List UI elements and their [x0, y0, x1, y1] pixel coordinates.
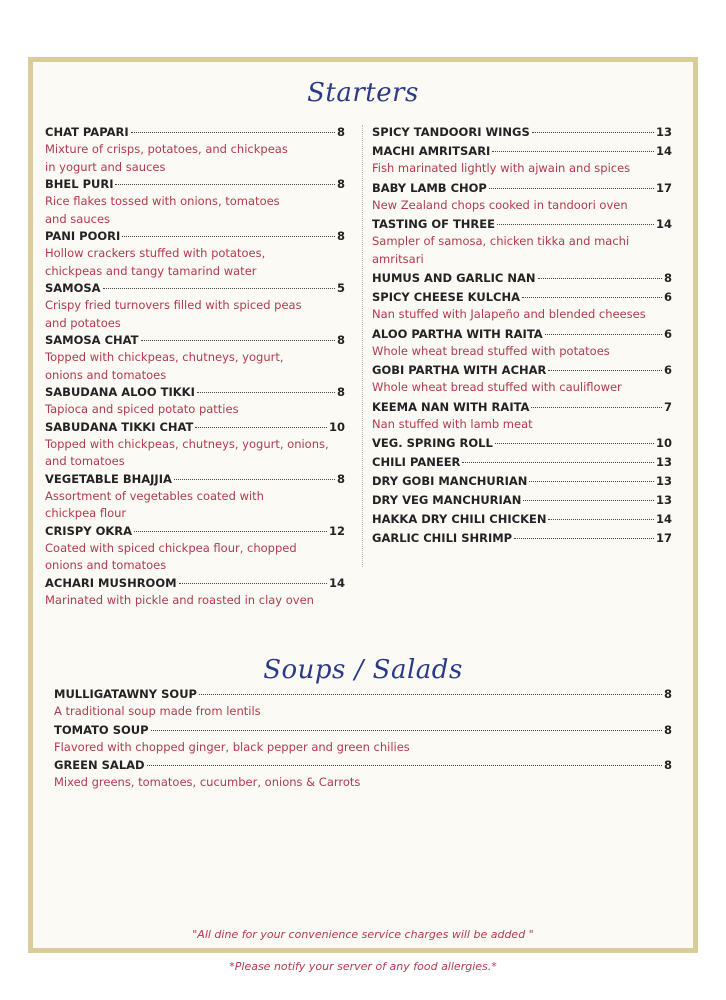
menu-item-name: BHEL PURI [45, 177, 114, 191]
menu-item-row [372, 454, 672, 471]
dot-leader [197, 392, 335, 393]
menu-item-description: Marinated with pickle and roasted in clay oven [45, 592, 314, 607]
menu-item-price: 8 [336, 333, 345, 347]
menu-item-price: 8 [663, 758, 672, 772]
menu-item-name: SABUDANA TIKKI CHAT [45, 419, 194, 434]
menu-item-row [372, 216, 672, 233]
menu-item-price: 10 [655, 436, 672, 450]
menu-item-price: 5 [336, 281, 345, 295]
dot-leader [147, 765, 662, 766]
menu-item-description: chickpeas and tangy tamarind water [45, 263, 257, 278]
menu-item-name: CHILI PANEER [372, 455, 461, 469]
menu-item [372, 143, 672, 178]
menu-item [372, 492, 672, 509]
menu-item-name: DRY VEG MANCHURIAN [372, 493, 522, 507]
menu-item-description: Crispy fried turnovers filled with spiced peas [45, 298, 302, 312]
starters-heading: Starters [307, 78, 419, 108]
menu-item-row [45, 332, 345, 349]
menu-item [372, 124, 672, 141]
menu-item-price: 17 [655, 531, 672, 545]
menu-item [45, 419, 345, 471]
menu-item-name: SPICY CHEESE KULCHA [372, 290, 521, 304]
menu-item-description: A traditional soup made from lentils [54, 704, 261, 718]
menu-item-name: SABUDANA ALOO TIKKI [45, 385, 195, 399]
menu-item [372, 473, 672, 490]
menu-item-name: SPICY TANDOORI WINGS [372, 125, 530, 139]
menu-item-description: Topped with chickpeas, chutneys, yogurt, [45, 350, 284, 364]
menu-item-name: GOBI PARTHA WITH ACHAR [372, 363, 547, 377]
menu-item-row [45, 471, 345, 488]
menu-item-description: Nan stuffed with Jalapeño and blended cheeses [372, 307, 646, 321]
dot-leader [489, 188, 654, 189]
dot-leader [492, 151, 654, 152]
menu-item-name: CRISPY OKRA [45, 523, 133, 538]
dot-leader [529, 481, 654, 482]
starters-right-column [372, 124, 672, 549]
menu-item-description: Topped with chickpeas, chutneys, yogurt, onions, [45, 436, 329, 451]
service-charge-note: "All dine for your convenience service charges will be added " [192, 928, 534, 941]
dot-leader [103, 288, 335, 289]
dot-leader [174, 479, 335, 480]
dot-leader [179, 583, 327, 584]
menu-item-price: 10 [328, 419, 345, 434]
menu-item-name: HUMUS AND GARLIC NAN [372, 271, 536, 285]
menu-item [372, 180, 672, 215]
menu-item-price: 13 [655, 474, 672, 488]
menu-item [372, 270, 672, 287]
menu-item [372, 326, 672, 361]
menu-item-name: VEG. SPRING ROLL [372, 436, 493, 450]
menu-item [372, 454, 672, 471]
menu-item-price: 13 [655, 455, 672, 469]
menu-item [45, 471, 345, 523]
menu-item-name: SAMOSA [45, 281, 101, 295]
starters-left-column [45, 124, 345, 609]
menu-item [372, 399, 672, 434]
menu-item-description: onions and tomatoes [45, 558, 167, 572]
menu-item-description: Rice flakes tossed with onions, tomatoes [45, 194, 280, 208]
menu-item [372, 530, 672, 547]
menu-item-description: New Zealand chops cooked in tandoori oven [372, 197, 628, 212]
menu-item [372, 289, 672, 324]
menu-item-name: VEGETABLE BHAJJIA [45, 471, 172, 486]
menu-item [372, 435, 672, 452]
dot-leader [495, 443, 654, 444]
menu-item-row [45, 280, 345, 297]
dot-leader [531, 407, 662, 408]
menu-item-name: KEEMA NAN WITH RAITA [372, 399, 530, 414]
menu-item-price: 8 [336, 125, 345, 139]
menu-item-row [372, 326, 672, 343]
menu-item-name: ACHARI MUSHROOM [45, 575, 177, 590]
menu-item-name: GREEN SALAD [54, 758, 145, 772]
menu-item-description: and tomatoes [45, 454, 125, 468]
menu-item-description: onions and tomatoes [45, 367, 167, 382]
menu-item-row [45, 176, 345, 193]
column-divider [362, 125, 363, 567]
dot-leader [195, 427, 327, 428]
menu-item-price: 14 [655, 144, 672, 158]
menu-item-row [372, 473, 672, 490]
menu-item-price: 8 [663, 271, 672, 285]
allergy-note: *Please notify your server of any food allergies.* [229, 960, 497, 973]
menu-item [45, 332, 345, 384]
menu-item-row [372, 530, 672, 547]
menu-item-description: Whole wheat bread stuffed with potatoes [372, 343, 610, 358]
menu-item-description: amritsari [372, 251, 424, 266]
dot-leader [522, 297, 662, 298]
menu-item-name: ALOO PARTHA WITH RAITA [372, 326, 543, 341]
menu-item-price: 14 [655, 512, 672, 526]
dot-leader [134, 531, 327, 532]
dot-leader [462, 462, 654, 463]
dot-leader [545, 334, 662, 335]
menu-item-name: BABY LAMB CHOP [372, 180, 487, 195]
menu-item-description: Assortment of vegetables coated with [45, 488, 264, 503]
menu-item-row [372, 492, 672, 509]
menu-item-price: 6 [663, 290, 672, 304]
menu-item-row [45, 228, 345, 245]
menu-item-name: CHAT PAPARI [45, 125, 129, 139]
menu-item-description: Hollow crackers stuffed with potatoes, [45, 246, 266, 260]
menu-item [45, 575, 345, 610]
menu-item-description: Mixture of crisps, potatoes, and chickpeas [45, 142, 288, 156]
menu-item-price: 8 [663, 722, 672, 737]
menu-item [54, 722, 672, 757]
dot-leader [538, 278, 662, 279]
menu-item-description: in yogurt and sauces [45, 159, 166, 174]
menu-item-price: 14 [328, 575, 345, 590]
menu-item-row [372, 270, 672, 287]
menu-item-name: PANI POORI [45, 229, 121, 243]
menu-item-name: GARLIC CHILI SHRIMP [372, 531, 513, 545]
menu-item-price: 14 [655, 217, 672, 231]
menu-item [45, 228, 345, 280]
menu-item-name: MACHI AMRITSARI [372, 144, 491, 158]
menu-item-price: 6 [663, 326, 672, 341]
menu-item [45, 280, 345, 332]
dot-leader [131, 132, 335, 133]
menu-item [54, 686, 672, 721]
dot-leader [514, 538, 654, 539]
menu-item-row [372, 124, 672, 141]
dot-leader [532, 132, 654, 133]
menu-item [372, 362, 672, 397]
menu-item [45, 523, 345, 575]
menu-item-price: 8 [663, 687, 672, 701]
menu-item [45, 124, 345, 176]
menu-item-row [372, 435, 672, 452]
menu-item-row [372, 143, 672, 160]
dot-leader [122, 236, 335, 237]
menu-item-row [45, 419, 345, 436]
menu-item-description: chickpea flour [45, 506, 127, 520]
menu-item-name: SAMOSA CHAT [45, 333, 139, 347]
menu-item-row [45, 523, 345, 540]
menu-item-description: Mixed greens, tomatoes, cucumber, onions & Carrots [54, 775, 361, 789]
menu-item-description: Whole wheat bread stuffed with cauliflower [372, 380, 622, 394]
menu-item-description: and potatoes [45, 315, 121, 330]
menu-item-row [54, 686, 672, 703]
menu-item-row [45, 384, 345, 401]
dot-leader [199, 694, 662, 695]
menu-item-price: 8 [336, 385, 345, 399]
menu-item-row [372, 511, 672, 528]
menu-item-description: Nan stuffed with lamb meat [372, 416, 533, 431]
dot-leader [548, 519, 654, 520]
dot-leader [151, 730, 662, 731]
menu-item-name: DRY GOBI MANCHURIAN [372, 474, 528, 488]
menu-item [45, 176, 345, 228]
menu-item-price: 8 [336, 229, 345, 243]
dot-leader [548, 370, 662, 371]
menu-item-description: Fish marinated lightly with ajwain and spices [372, 161, 631, 175]
menu-item-name: TASTING OF THREE [372, 217, 495, 231]
soups-column [54, 686, 672, 793]
menu-item-row [372, 180, 672, 197]
menu-item-description: Tapioca and spiced potato patties [45, 402, 239, 416]
menu-item-description: Flavored with chopped ginger, black pepper and green chilies [54, 739, 410, 754]
menu-item-name: MULLIGATAWNY SOUP [54, 687, 197, 701]
menu-item-row [45, 124, 345, 141]
menu-item-price: 7 [663, 399, 672, 414]
menu-item-row [372, 362, 672, 379]
menu-item-name: HAKKA DRY CHILI CHICKEN [372, 512, 547, 526]
menu-item-row [54, 757, 672, 774]
menu-item-price: 6 [663, 363, 672, 377]
menu-item-price: 17 [655, 180, 672, 195]
menu-item [372, 216, 672, 268]
menu-item-row [372, 399, 672, 416]
menu-item-description: Sampler of samosa, chicken tikka and machi [372, 234, 630, 248]
menu-item-price: 13 [655, 493, 672, 507]
menu-item [45, 384, 345, 419]
dot-leader [497, 224, 654, 225]
menu-item-row [45, 575, 345, 592]
menu-item-price: 8 [336, 471, 345, 486]
menu-item-row [372, 289, 672, 306]
dot-leader [115, 184, 335, 185]
menu-item-name: TOMATO SOUP [54, 722, 149, 737]
soups-heading: Soups / Salads [263, 655, 463, 685]
dot-leader [141, 340, 335, 341]
dot-leader [523, 500, 654, 501]
menu-item [372, 511, 672, 528]
menu-item-row [54, 722, 672, 739]
menu-item-description: and sauces [45, 211, 111, 226]
menu-item-price: 8 [336, 177, 345, 191]
menu-item-price: 12 [328, 523, 345, 538]
menu-item [54, 757, 672, 792]
menu-item-description: Coated with spiced chickpea flour, chopped [45, 540, 297, 555]
menu-item-price: 13 [655, 125, 672, 139]
